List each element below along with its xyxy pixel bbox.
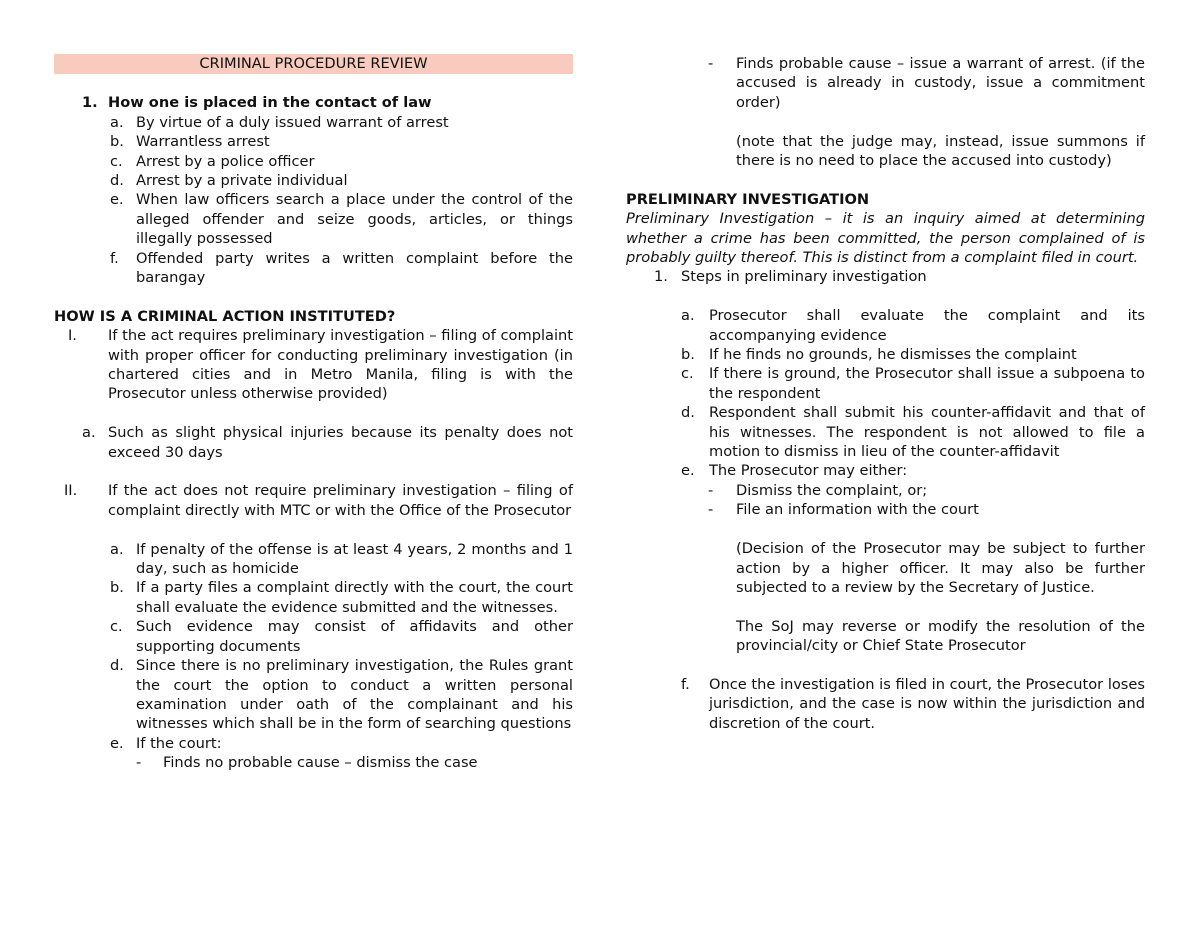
list-item: b. If a party files a complaint directly with the court, the court shall evaluate the evidence submitted and the witnesses. [110, 579, 573, 616]
prosecutor-note: (Decision of the Prosecutor may be subject to further action by a higher officer. It may also be further subjected to a review by the Secretary of Justice. [736, 540, 1145, 596]
list-item: e. If the court: [110, 734, 222, 752]
section-2-heading: HOW IS A CRIMINAL ACTION INSTITUTED? [54, 307, 396, 325]
steps-heading: 1. Steps in preliminary investigation [654, 268, 927, 286]
soj-note: The SoJ may reverse or modify the resolution of the provincial/city or Chief State Prosecutor [736, 617, 1145, 655]
list-item: a. Prosecutor shall evaluate the complaint and its accompanying evidence [681, 307, 1145, 344]
list-item-roman: I. If the act requires preliminary investigation – filing of complaint with proper officer for conducting preliminary investigation (in chartered cities and in Metro Manila, filing is with the Prosecutor unless otherwise provided) [68, 327, 573, 403]
list-item: c. Arrest by a police officer [110, 152, 315, 170]
list-item: f. Once the investigation is filed in court, the Prosecutor loses jurisdiction, and the case is now within the jurisdiction and discretion of the court. [681, 675, 1145, 732]
list-item: d. Since there is no preliminary investigation, the Rules grant the court the option to conduct a written personal examination under oath of the complainant and his witnesses which shall be in the form of searching questions [110, 657, 573, 733]
section-1-heading: 1. How one is placed in the contact of law [82, 94, 432, 112]
list-item: b. If he finds no grounds, he dismisses the complaint [681, 346, 1077, 364]
list-item: d. Respondent shall submit his counter-affidavit and that of his witnesses. The respondent is not allowed to file a motion to dismiss in lieu of the counter-affidavit [681, 404, 1145, 461]
right-column [626, 54, 1145, 733]
list-item: c. Such evidence may consist of affidavits and other supporting documents [110, 618, 573, 655]
document-title: CRIMINAL PROCEDURE REVIEW [54, 54, 573, 74]
dash-item: - File an information with the court [708, 501, 979, 519]
left-column [54, 54, 573, 773]
dash-item: - Finds no probable cause – dismiss the case [136, 754, 478, 772]
list-item: f. Offended party writes a written complaint before the barangay [110, 249, 573, 287]
judge-note: (note that the judge may, instead, issue summons if there is no need to place the accused into custody) [736, 132, 1145, 170]
list-item: a. If penalty of the offense is at least 4 years, 2 months and 1 day, such as homicide [110, 540, 573, 578]
list-item: a. By virtue of a duly issued warrant of arrest [110, 113, 449, 131]
list-item: e. When law officers search a place under the control of the alleged offender and seize goods, articles, or things illegally possessed [110, 191, 573, 248]
list-item: b. Warrantless arrest [110, 133, 270, 151]
list-item: d. Arrest by a private individual [110, 172, 348, 190]
list-item-roman: II. If the act does not require preliminary investigation – filing of complaint directly with MTC or with the Office of the Prosecutor [64, 482, 573, 519]
list-item: e. The Prosecutor may either: [681, 462, 908, 480]
section-3-heading: PRELIMINARY INVESTIGATION [626, 190, 870, 208]
list-item: a. Such as slight physical injuries because its penalty does not exceed 30 days [82, 424, 573, 461]
list-item: c. If there is ground, the Prosecutor shall issue a subpoena to the respondent [681, 365, 1145, 402]
dash-item: - Finds probable cause – issue a warrant of arrest. (if the accused is already in custody, issue a commitment order) [708, 55, 1145, 111]
dash-item: - Dismiss the complaint, or; [708, 481, 928, 499]
pi-definition: Preliminary Investigation – it is an inquiry aimed at determining whether a crime has been committed, the person complained of is probably guilty thereof. This is distinct from a complaint filed in court. [626, 210, 1145, 267]
